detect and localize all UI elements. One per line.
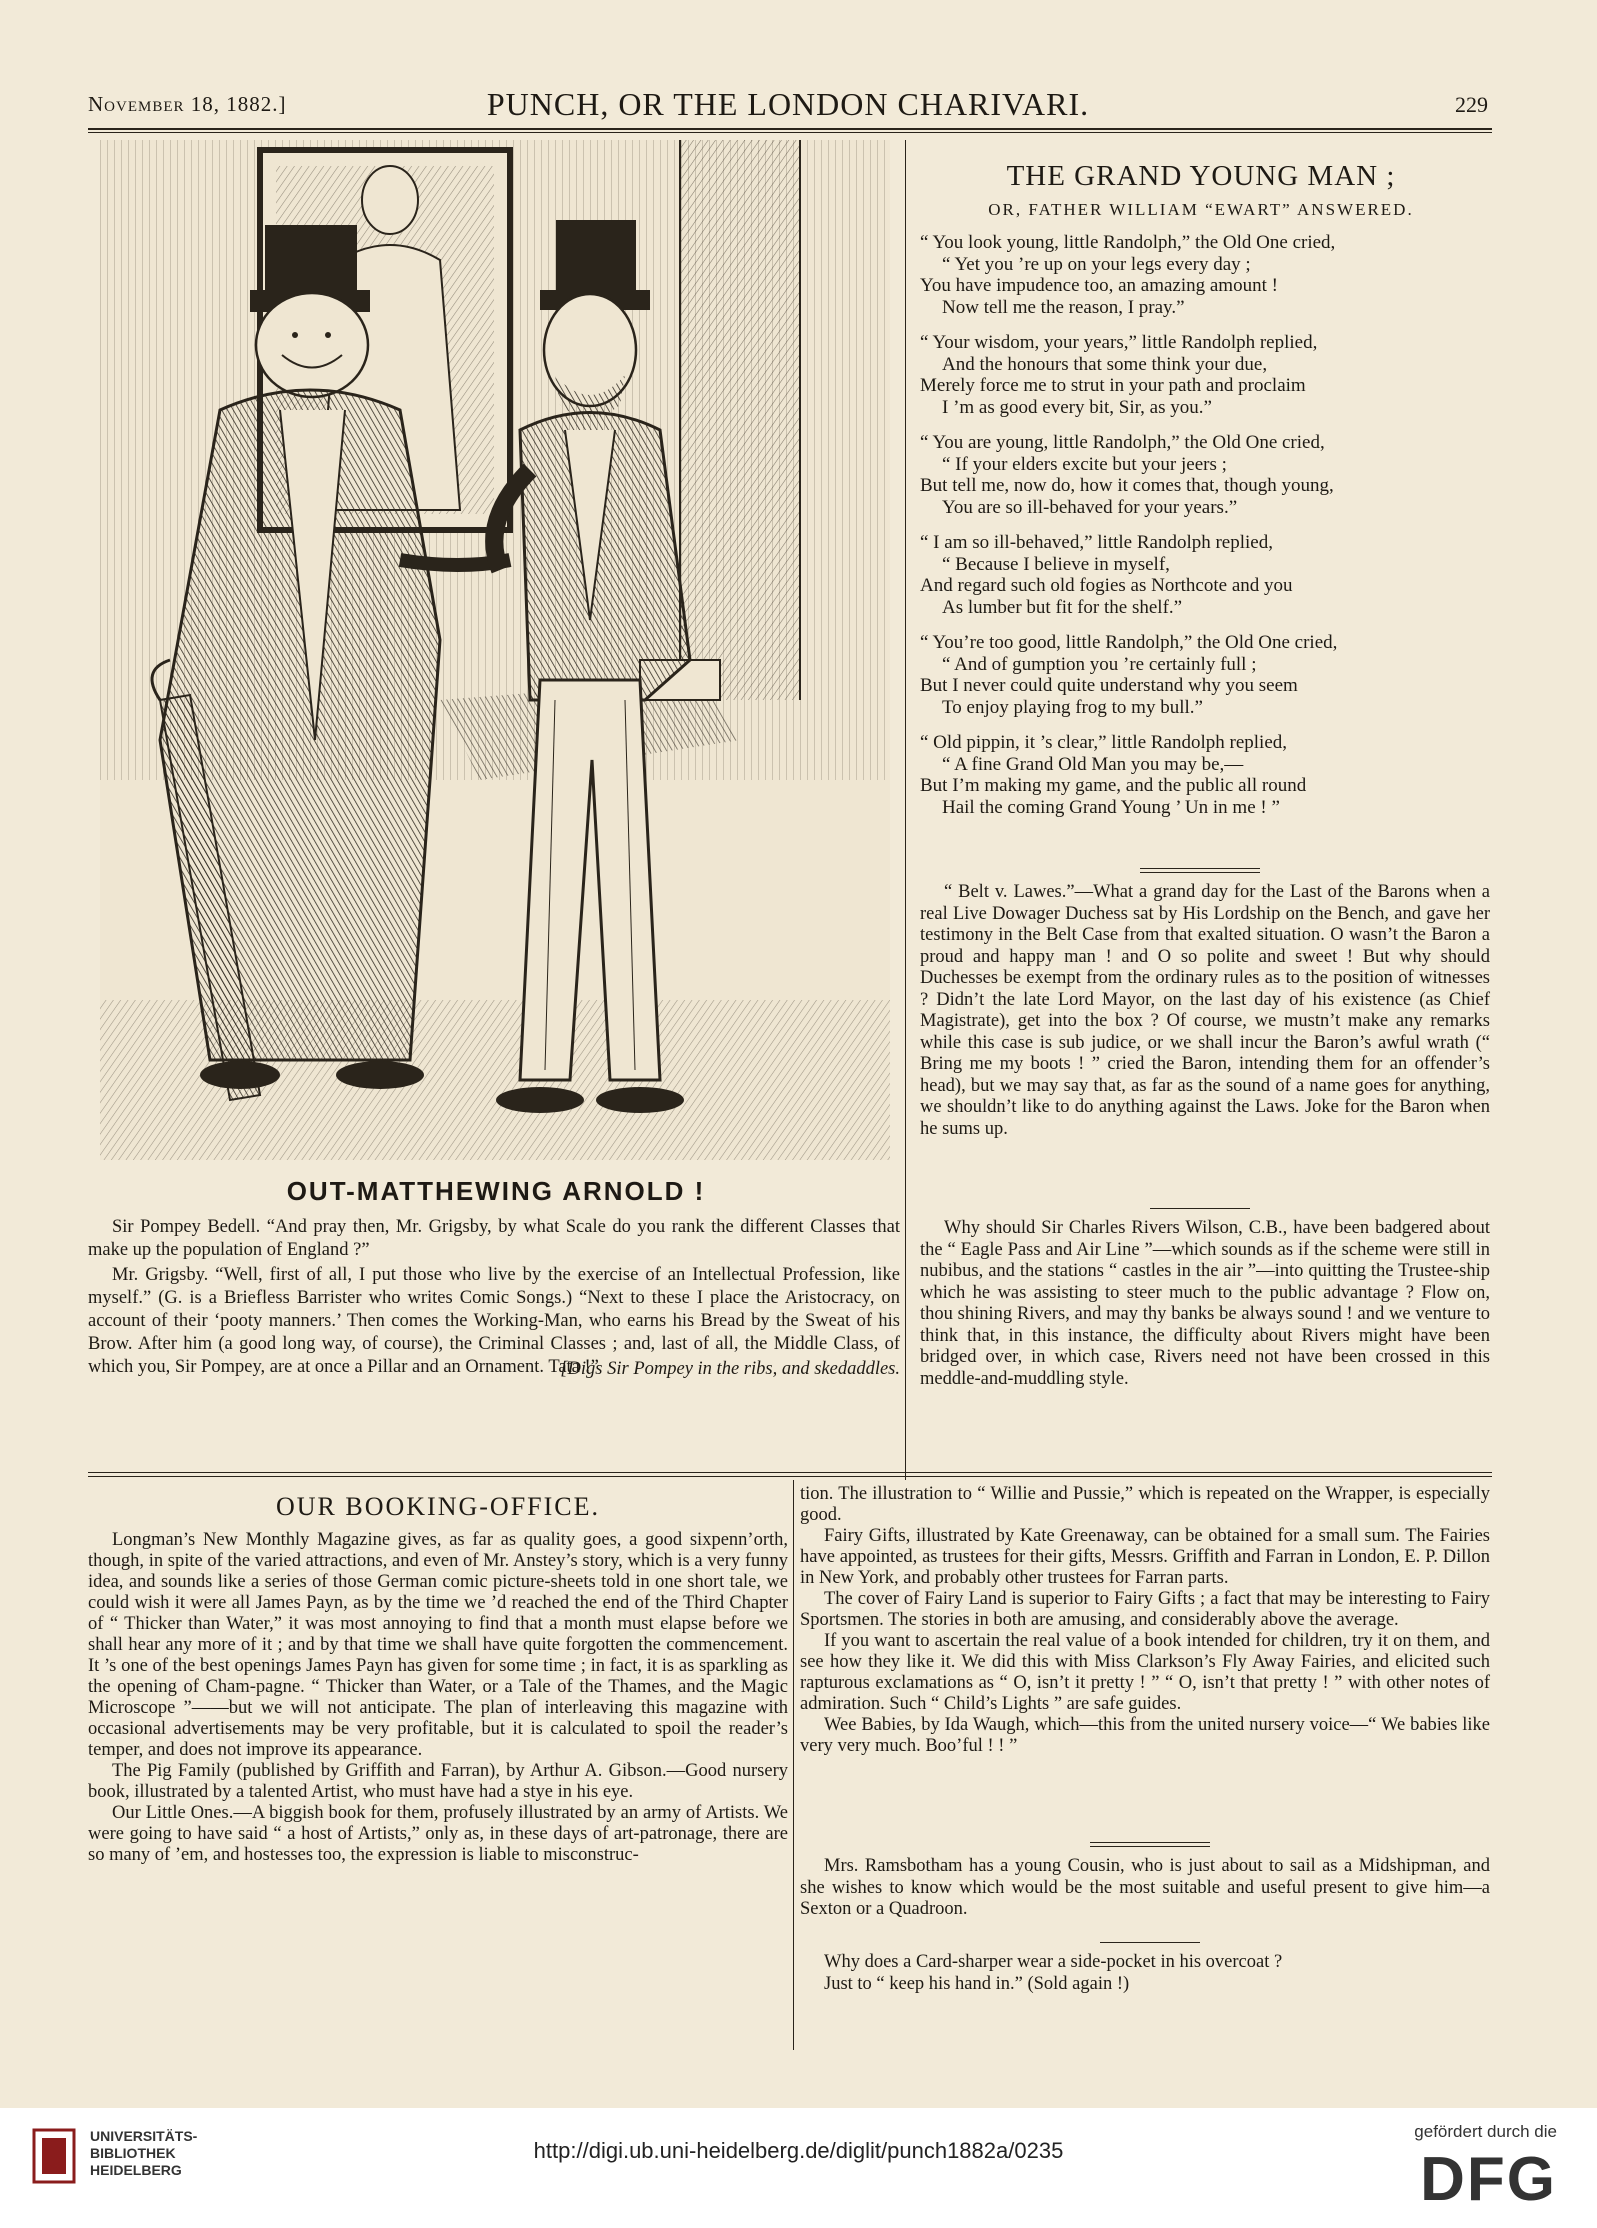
poem-line: “ Because I believe in myself, <box>942 553 1170 575</box>
source-url[interactable]: http://digi.ub.uni-heidelberg.de/diglit/punch1882a/0235 <box>533 2138 1064 2163</box>
poem-subtitle: OR, FATHER WILLIAM “EWART” ANSWERED. <box>988 200 1414 219</box>
digitization-footer <box>0 2108 1597 2228</box>
poem-stanza <box>920 632 1490 718</box>
dialogue-sir-pompey: Sir Pompey Bedell. “And pray then, Mr. Grigsby, by what Scale do you rank the different Classes that make up the population of England ?” <box>88 1217 900 1260</box>
booking-paragraph: If you want to ascertain the real value of a book intended for children, try it on them, and see how they like it. We did this with Miss Clarkson’s Fly Away Fairies, and elicited such rapturous exclamations as “ O, isn’t it pretty ! ” “ O, isn’t that pretty ! ” with other notes of admiration. Such “ Child’s Lights ” are safe guides. <box>800 1631 1490 1714</box>
poem-line: Hail the coming Grand Young ’ Un in me ! ” <box>942 796 1280 818</box>
column-rule-bottom <box>793 1480 794 2050</box>
booking-paragraph: The cover of Fairy Land is superior to Fairy Gifts ; a fact that may be interesting to Fairy Sportsmen. The stories in both are amusing, and considerably above the average. <box>800 1589 1490 1630</box>
poem-stanza <box>920 432 1490 518</box>
section-rule <box>88 1476 1492 1477</box>
separator-rule <box>1140 868 1260 869</box>
library-name-line: BIBLIOTHEK <box>90 2145 176 2161</box>
page-number: 229 <box>1455 92 1488 117</box>
library-name-line: UNIVERSITÄTS- <box>90 2128 198 2144</box>
booking-paragraph: Fairy Gifts, illustrated by Kate Greenaway, can be obtained for a small sum. The Fairies have appointed, as trustees for their gifts, Messrs. Griffith and Farran in London, E. P. Dillon in New York, and probably other trustees for Farran parts. <box>800 1526 1490 1588</box>
poem-line: “ You’re too good, little Randolph,” the Old One cried, <box>920 632 1338 653</box>
poem-line: And regard such old fogies as Northcote and you <box>920 575 1293 596</box>
booking-paragraph: The Pig Family (published by Griffith and Farran), by Arthur A. Gibson.—Good nursery book, illustrated by a talented Artist, who must have had a stye in his eye. <box>88 1761 788 1802</box>
poem-line: “ Your wisdom, your years,” little Randolph replied, <box>920 332 1318 353</box>
belt-lawes-article <box>920 882 1490 1140</box>
cartoon-dialogue <box>88 1216 900 1381</box>
separator-rule <box>1140 872 1260 873</box>
poem-line: Merely force me to strut in your path and proclaim <box>920 375 1306 396</box>
cartoon-illustration <box>100 140 890 1160</box>
poem-stanza <box>920 232 1490 318</box>
header-rule <box>88 128 1492 130</box>
booking-paragraph: tion. The illustration to “ Willie and Pussie,” which is repeated on the Wrapper, is especially good. <box>800 1484 1490 1525</box>
belt-lawes-text: “ Belt v. Lawes.”—What a grand day for the Last of the Barons when a real Live Dowager Duchess sat by His Lordship on the Bench, and gave her testimony in the Belt Case from that exalted situation. O wasn’t the Baron a proud and happy man ! and O so polite and sweet ! But why should Duchesses be exempt from the ordinary rules as to the position of witnesses ? Didn’t the late Lord Mayor, on the last day of his existence (as Chief Magistrate), get into the box ? Of course, we mustn’t make any remarks while this case is sub judice, or we shall incur the Baron’s awful wrath (“ Bring me my boots ! ” cried the Baron, intending them for an offender’s head), but we may say that, as far as the sound of a name goes for anything, we shouldn’t like to do anything against the Laws. Joke for the Baron when he sums up. <box>920 882 1490 1139</box>
poem-stanza <box>920 332 1490 418</box>
poem-line: Now tell me the reason, I pray.” <box>942 296 1185 318</box>
page-header <box>88 86 1488 126</box>
cardsharper-question: Why does a Card-sharper wear a side-pocket in his overcoat ? <box>824 1952 1283 1972</box>
ramsbotham-article <box>800 1856 1490 1921</box>
cartoon-engraving <box>100 140 890 1160</box>
poem-stanza <box>920 532 1490 618</box>
poem-line: “ And of gumption you ’re certainly full ; <box>942 653 1257 675</box>
booking-office-title: OUR BOOKING-OFFICE. <box>275 1492 600 1521</box>
dfg-logo: DFG <box>1420 2145 1557 2214</box>
funder-note: gefördert durch die <box>1414 2122 1557 2141</box>
poem-line: You have impudence too, an amazing amount ! <box>920 275 1278 296</box>
publication-title: PUNCH, OR THE LONDON CHARIVARI. <box>486 86 1090 122</box>
separator-rule <box>1150 1208 1250 1209</box>
poem-line: “ You are young, little Randolph,” the Old One cried, <box>920 432 1325 453</box>
header-rule-thin <box>88 132 1492 133</box>
poem-line: But I never could quite understand why you seem <box>920 675 1298 696</box>
poem-line: But tell me, now do, how it comes that, though young, <box>920 475 1334 496</box>
poem-line: “ Old pippin, it ’s clear,” little Randolph replied, <box>920 732 1288 753</box>
separator-rule <box>1090 1846 1210 1847</box>
column-rule-top <box>905 140 906 1480</box>
poem-line: I ’m as good every bit, Sir, as you.” <box>942 396 1212 418</box>
booking-office-column-2 <box>800 1484 1490 1757</box>
separator-rule <box>1100 1942 1200 1943</box>
poem-stanza <box>920 732 1490 818</box>
poem-body <box>920 232 1490 832</box>
poem-line: “ A fine Grand Old Man you may be,— <box>942 753 1244 775</box>
booking-paragraph: Longman’s New Monthly Magazine gives, as far as quality goes, a good sixpenn’orth, though, in spite of the varied attractions, and even of Mr. Anstey’s story, which is a very funny idea, and sounds like a series of those German comic picture-sheets told in one short tale, we could wish it were all James Payn, as by the time we ’d reached the end of the Third Chapter of “ Thicker than Water,” it was most annoying to find that a month must elapse before we shall hear any more of it ; and by that time we shall have quite forgotten the commencement. It ’s one of the best openings James Payn has given for some time ; in fact, it is as sparkling as the opening of Cham-pagne. “ Thicker than Water, or a Tale of the Thames, and the Magic Microscope ”——but we will not anticipate. The plan of interleaving this magazine with occasional advertisements may be very profitable, but it is calculated to spoil the reader’s temper, and does not improve its appearance. <box>88 1530 788 1760</box>
cardsharper-answer: Just to “ keep his hand in.” (Sold again !) <box>824 1973 1130 1994</box>
poem-line: You are so ill-behaved for your years.” <box>942 496 1238 518</box>
poem-line: “ If your elders excite but your jeers ; <box>942 453 1227 475</box>
issue-date: November 18, 1882.] <box>88 92 287 116</box>
separator-rule <box>1090 1842 1210 1843</box>
poem-line: And the honours that some think your due, <box>942 353 1268 375</box>
dialogue-grigsby: Mr. Grigsby. “Well, first of all, I put those who live by the exercise of an Intellectual Profession, like myself.” (G. is a Briefless Barrister who writes Comic Songs.) “Next to these I place the Aristocracy, on account of their ‘pooty manners.’ Then comes the Working-Man, who earns his Bread by the Sweat of his Brow. After him (a good long way, of course), the Criminal Classes ; and, last of all, the Middle Class, of which you, Sir Pompey, are at once a Pillar and an Ornament. Tata !” <box>88 1265 900 1377</box>
poem-line: “ You look young, little Randolph,” the Old One cried, <box>920 232 1336 253</box>
poem-title: THE GRAND YOUNG MAN ; <box>1006 160 1396 192</box>
rivers-text: Why should Sir Charles Rivers Wilson, C.B., have been badgered about the “ Eagle Pass and Air Line ”—which sounds as if the scheme were still in nubibus, and the stations “ castles in the air ”—into quitting the Trustee-ship which he was assisting to steer much to the public advantage ? Flow on, thou shining Rivers, and may thy banks be always sound ! and we venture to think that, in this instance, the difficulty about Rivers might have been bridged over, in which case, Rivers need not have been crossed in this meddle-and-muddling style. <box>920 1218 1490 1389</box>
poem-line: But I’m making my game, and the public all round <box>920 775 1307 796</box>
poem-line: “ I am so ill-behaved,” little Randolph replied, <box>920 532 1273 553</box>
booking-paragraph: Wee Babies, by Ida Waugh, which—this from the united nursery voice—“ We babies like very very much. Boo’ful ! ! ” <box>800 1715 1490 1756</box>
section-rule <box>88 1472 1492 1473</box>
cartoon-caption: OUT-MATTHEWING ARNOLD ! <box>286 1176 706 1206</box>
poem-line: To enjoy playing frog to my bull.” <box>942 696 1203 718</box>
library-name-line: HEIDELBERG <box>90 2162 182 2178</box>
booking-office-column-1 <box>88 1530 788 1866</box>
poem-line: “ Yet you ’re up on your legs every day ; <box>942 253 1251 275</box>
ramsbotham-text: Mrs. Ramsbotham has a young Cousin, who is just about to sail as a Midshipman, and she wishes to know which would be the most suitable and useful present to give him—a Sexton or a Quadroon. <box>800 1856 1490 1919</box>
poem-line: As lumber but fit for the shelf.” <box>942 596 1183 618</box>
rivers-article <box>920 1218 1490 1390</box>
booking-paragraph: Our Little Ones.—A biggish book for them, profusely illustrated by an army of Artists. We were going to have said “ a host of Artists,” only as, in these days of art-patronage, there are so many of ’em, and hostesses too, the expression is liable to misconstruc- <box>88 1803 788 1865</box>
stage-direction: [Digs Sir Pompey in the ribs, and skedaddles. <box>560 1359 900 1379</box>
cardsharper-article <box>800 1952 1490 1995</box>
